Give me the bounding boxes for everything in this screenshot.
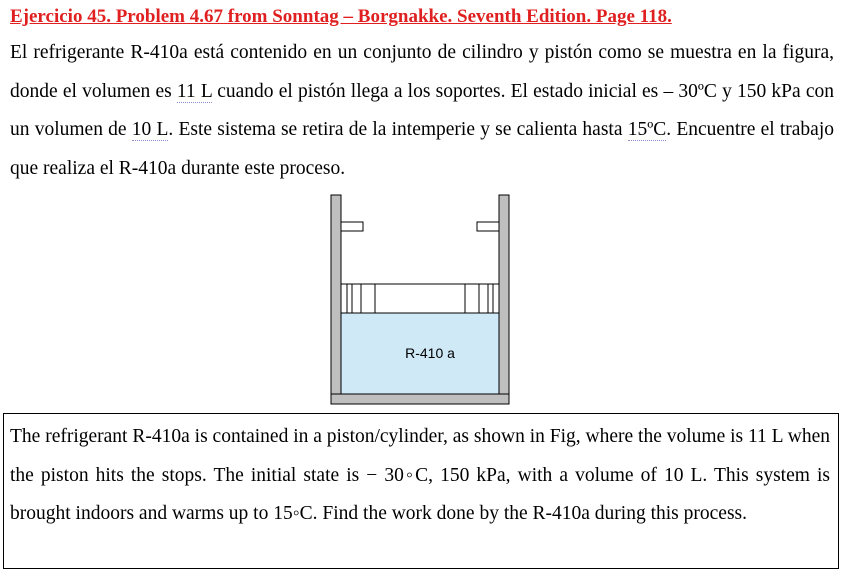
- final-temperature: 15ºC: [627, 119, 667, 140]
- statement-text: cuando el pistón llega a los soportes. El estado inicial es – 30ºC y 150 kPa con un volumen de: [10, 80, 835, 140]
- statement-text: . Encuentre el trabajo que realiza el R-410a durante este proceso.: [10, 119, 835, 179]
- english-paragraph: The refrigerant R-410a is contained in a piston/cylinder, as shown in Fig, where the volume is 11 L when the piston hits the stops. The initial state is − 30◦C, 150 kPa, with a volume of 10 L. This system is brought indoors and warms up to 15◦C. Find the work done by the R-410a during this process.: [10, 426, 830, 524]
- problem-statement-english: [3, 413, 839, 569]
- piston-cylinder-figure: [328, 192, 518, 408]
- volume-at-stops: 11 L: [176, 80, 213, 102]
- piston-stops: [341, 222, 499, 231]
- piston: [341, 284, 499, 313]
- initial-volume: 10 L: [131, 119, 169, 140]
- page-title: Ejercicio 45. Problem 4.67 from Sonntag – Borgnakke. Seventh Edition. Page 118.: [10, 6, 672, 27]
- statement-text: . Este sistema se retira de la intemperie y se calienta hasta: [168, 119, 628, 140]
- statement-text: El refrigerante R-410a está contenido en un conjunto de cilindro y pistón como se muestra en la figura, donde el volumen es: [10, 42, 834, 102]
- problem-statement-spanish: [10, 34, 834, 188]
- fluid-label: R-410 a: [405, 345, 455, 361]
